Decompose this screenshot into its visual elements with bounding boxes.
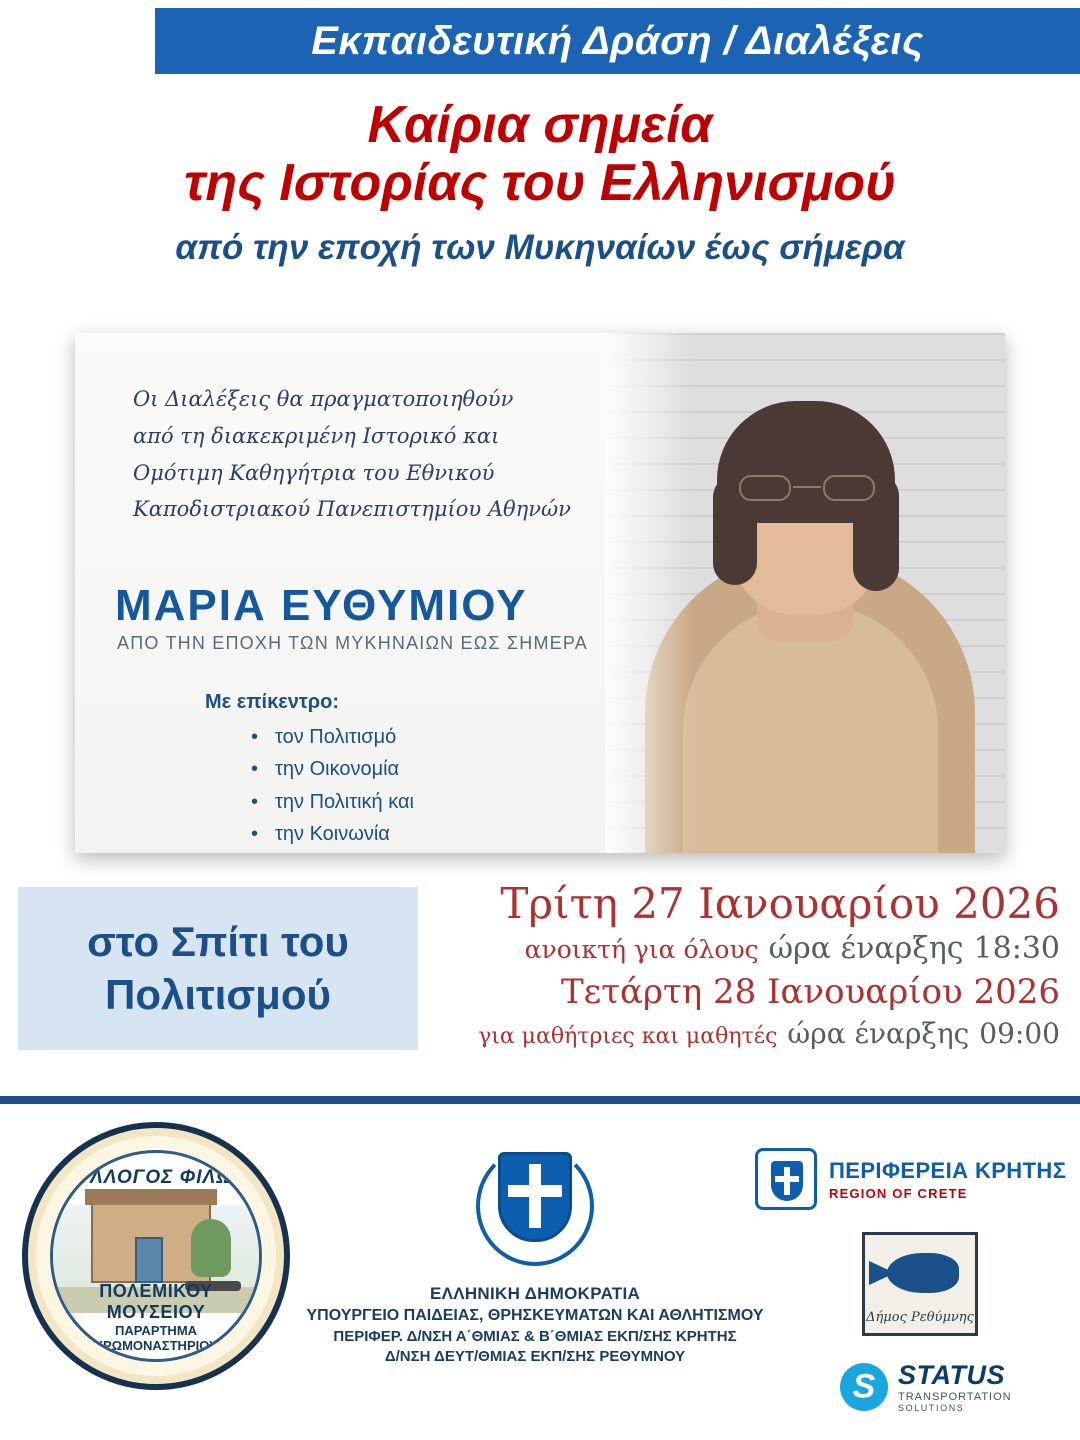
focus-list xyxy=(245,721,414,851)
seal-inner xyxy=(50,1150,262,1362)
seal-door xyxy=(135,1237,163,1283)
seal-bottom-text xyxy=(53,1281,259,1353)
status-line2: TRANSPORTATION xyxy=(898,1391,1012,1403)
list-item: • την Πολιτική και xyxy=(245,786,414,818)
association-seal-logo xyxy=(22,1122,290,1390)
time-value-1: 18:30 xyxy=(973,931,1060,967)
date-primary: Τρίτη 27 Ιανουαρίου 2026 xyxy=(500,879,1060,928)
flyer-card xyxy=(75,333,1005,853)
ministry-line4: Δ/ΝΣΗ ΔΕΥΤ/ΘΜΙΑΣ ΕΚΠ/ΣΗΣ ΡΕΘΥΜΝΟΥ xyxy=(384,1348,686,1365)
banner-title: Εκπαιδευτική Δράση / Διαλέξεις xyxy=(311,18,924,63)
region-line2: REGION OF CRETE xyxy=(829,1185,968,1201)
date-primary-details xyxy=(430,931,1060,966)
speaker-portrait xyxy=(605,333,1005,853)
status-text xyxy=(898,1360,1012,1413)
time-value-2: 09:00 xyxy=(979,1016,1060,1050)
time-label-1: ώρα έναρξης xyxy=(768,931,964,967)
seal-bottom-line3: ΧΡΩΜΟΝΑΣΤΗΡΙΟΥ xyxy=(94,1338,218,1353)
ministry-text-block xyxy=(300,1284,770,1365)
seal-tree xyxy=(191,1219,231,1277)
flyer-image xyxy=(75,333,1005,853)
hellenic-republic-emblem-icon xyxy=(470,1140,600,1280)
dates-block xyxy=(430,880,1060,1050)
municipality-rethymno-logo xyxy=(862,1232,978,1336)
seal-roof xyxy=(85,1189,217,1205)
title-block xyxy=(0,96,1080,268)
ministry-line1: ΕΛΛΗΝΙΚΗ ΔΗΜΟΚΡΑΤΙΑ xyxy=(429,1284,641,1303)
status-line3: SOLUTIONS xyxy=(898,1403,965,1413)
venue-text xyxy=(87,916,349,1021)
region-line1: ΠΕΡΙΦΕΡΕΙΑ ΚΡΗΤΗΣ xyxy=(829,1157,1067,1183)
date-note-open: ανοικτή για όλους xyxy=(524,935,759,965)
script-line: Ομότιμη Καθηγήτρια του Εθνικού xyxy=(133,460,495,485)
region-of-crete-logo xyxy=(755,1148,1066,1210)
focus-heading: Με επίκεντρο: xyxy=(205,691,340,713)
venue-box xyxy=(18,887,418,1050)
fish-icon xyxy=(887,1253,959,1293)
page-title-line1: Καίρια σημεία xyxy=(367,96,713,154)
top-banner xyxy=(155,8,1080,74)
footer-divider xyxy=(0,1096,1080,1104)
venue-line2: Πολιτισμού xyxy=(105,970,331,1018)
list-item: • τον Πολιτισμό xyxy=(245,721,414,753)
status-transportation-logo xyxy=(840,1360,1012,1413)
script-line: Καποδιστριακού Πανεπιστημίου Αθηνών xyxy=(133,497,571,522)
seal-bottom-line1: ΠΟΛΕΜΙΚΟΥ ΜΟΥΣΕΙΟΥ xyxy=(99,1281,213,1322)
portrait-gradient xyxy=(605,333,1005,853)
region-cross-horizontal xyxy=(775,1176,799,1182)
speaker-subtitle: ΑΠΟ ΤΗΝ ΕΠΟΧΗ ΤΩΝ ΜΥΚΗΝΑΙΩΝ ΕΩΣ ΣΗΜΕΡΑ xyxy=(117,633,588,653)
region-emblem-icon xyxy=(755,1148,817,1210)
region-text xyxy=(829,1158,1066,1201)
flyer-script-text xyxy=(133,381,633,528)
status-line1: STATUS xyxy=(898,1360,1005,1390)
ministry-line3: ΠΕΡΙΦΕΡ. Δ/ΝΣΗ Α΄ΘΜΙΑΣ & Β΄ΘΜΙΑΣ ΕΚΠ/ΣΗΣ ΚΡΗΤΗΣ xyxy=(333,1328,737,1345)
list-item: • την Κοινωνία xyxy=(245,818,414,850)
ministry-line2: ΥΠΟΥΡΓΕΙΟ ΠΑΙΔΕΙΑΣ, ΘΡΗΣΚΕΥΜΑΤΩΝ ΚΑΙ ΑΘΛΗΤΙΣΜΟΥ xyxy=(306,1307,764,1324)
seal-bottom-line2: ΠΑΡΑΡΤΗΜΑ xyxy=(114,1323,198,1338)
time-label-2: ώρα έναρξης xyxy=(787,1016,970,1050)
speaker-name: ΜΑΡΙΑ ΕΥΘΥΜΙΟΥ xyxy=(115,581,528,630)
date-note-students: για μαθήτριες και μαθητές xyxy=(478,1023,778,1049)
page-title-line2: της Ιστορίας του Ελληνισμού xyxy=(184,154,896,213)
list-item: • την Οικονομία xyxy=(245,753,414,785)
script-line: από τη διακεκριμένη Ιστορικό και xyxy=(133,423,500,448)
footer-logos xyxy=(0,1104,1080,1440)
date-secondary: Τετάρτη 28 Ιανουαρίου 2026 xyxy=(560,972,1060,1013)
venue-line1: στο Σπίτι του xyxy=(87,918,349,965)
page-subtitle: από την εποχή των Μυκηναίων έως σήμερα xyxy=(175,228,905,268)
status-s-icon xyxy=(840,1363,888,1411)
cross-horizontal xyxy=(508,1185,562,1197)
script-line: Οι Διαλέξεις θα πραγματοποιηθούν xyxy=(133,387,514,411)
seal-top-text: ΣΥΛΛΟΓΟΣ ΦΙΛΩΝ xyxy=(65,1167,247,1188)
municipality-label: Δήμος Ρεθύμνης xyxy=(866,1310,974,1325)
date-secondary-details xyxy=(430,1017,1060,1050)
